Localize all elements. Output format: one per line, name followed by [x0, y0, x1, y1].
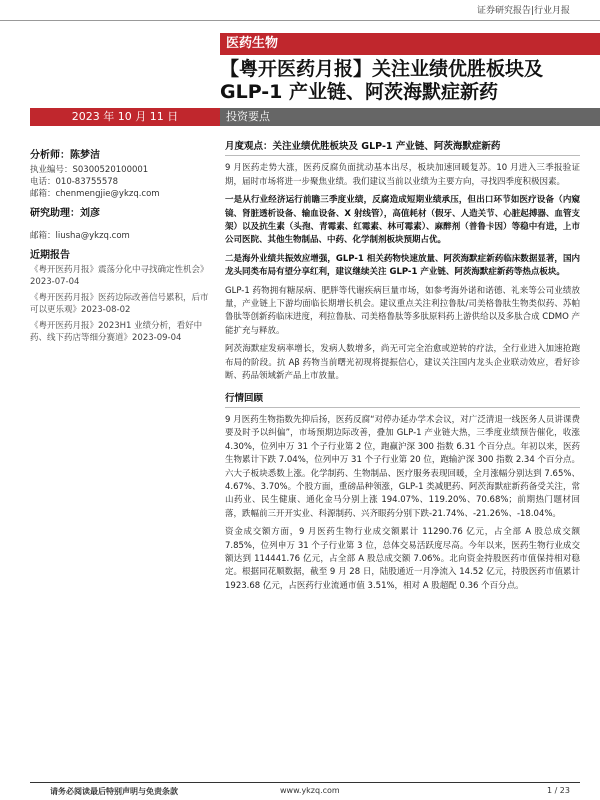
footer-disclaimer: 请务必阅读最后特别声明与免责条款 [50, 787, 178, 796]
analyst-cert: 执业编号：S0300520100001 [30, 165, 149, 175]
recent-reports-heading: 近期报告 [30, 250, 70, 261]
recent-report-item[interactable]: 《粤开医药月报》2023H1 业绩分析，看好中药、线下药店等细分赛道》2023-09-04 [30, 321, 203, 343]
paragraph: 资金成交额方面，9 月医药生物行业成交额累计 11290.76 亿元，占全部 A 股总成交额 7.85%，位列申万 31 个子行业第 3 位，总体交易活跃度尽高。今年以来，医药生物行业成交额达到 114441.76 亿元，占全部 A 股总成交额 7.06%。北向资金持股医药市值保持相对稳定。根据同花顺数据，截至 9 月 28 日，陆股通近一月净流入 14.52 亿元，持股医药市值累计 1923.68 亿元，占医药行业流通市值 3.51%，相对 A 股超配 0.36 个百分点。 [225, 527, 580, 591]
assistant-email[interactable]: 邮箱：liusha@ykzq.com [30, 231, 130, 241]
footer-rule [30, 782, 580, 783]
analyst-phone: 电话：010-83755578 [30, 177, 119, 187]
report-title: 【粤开医药月报】关注业绩优胜板块及 GLP-1 产业链、阿茨海默症新药 [220, 58, 544, 103]
paragraph: 9 月医药生物指数先抑后扬，医药反腐“对停办延办学术会议，对广泛清退一线医务人员讲课费要及时予以纠偏”，市场预期边际改善，叠加 GLP-1 产业链大热，三季度业绩预告催化，收涨 4.30%，位列申万 31 个子行业第 2 位，跑赢沪深 300 指数 6.31 个百分点。年初以来，医药生物累计下跌 7.04%，位列申万 31 个子行业第 20 位，跑输沪深 300 指数 2.34 个百分点。六大子板块悉数上涨。化学制药、生物制品、医疗服务表现回暖，全月涨幅分别达到 7.65%、4.67%、3.70%。个股方面，重磅品种领涨，GLP-1 类减肥药、阿茨海默症新药备受关注，常山药业、民生健康、通化金马分别上涨 194.07%、119.20%、70.68%；前期热门题材回落，跌幅前三开开实业、科源制药、兴齐眼药分别下跌-21.74%、-21.26%、-18.04%。 [225, 414, 580, 519]
sidebar [30, 150, 215, 348]
analyst-name: 分析师：陈梦洁 [30, 150, 100, 161]
paragraph-bold: 一是从行业经济运行前瞻三季度业绩，反腐造成短期业绩承压，但出口环节如医疗设备（内窥镜、肾脏透析设备、输血设备、X 射线管），高值耗材（假牙、人造关节、心脏起搏器、血管支架）以及抗生素（头孢、青霉素、红霉素、林可霉素）、麻醉剂（普鲁卡因）等稳中有进，上市公司医院、其他生物制品、中药、化学制剂板块预期占优。 [225, 195, 580, 246]
section-heading-monthly-view: 月度观点：关注业绩优胜板块及 GLP-1 产业链、阿茨海默症新药 [225, 140, 580, 156]
page-number: 1 / 23 [546, 786, 570, 795]
assistant-name: 研究助理：刘彦 [30, 208, 100, 219]
report-category: 证券研究报告|行业月报 [476, 6, 570, 16]
header-rule [0, 20, 600, 21]
analyst-email[interactable]: 邮箱：chenmengjie@ykzq.com [30, 189, 160, 199]
paragraph: 9 月医药走势大涨，医药反腐负面扰动基本出尽，板块加速回暖复苏。10 月进入三季报验证期，届时市场将进一步聚焦业绩。我们建议当前以业绩为主要方向，寻找四季度积极因素。 [225, 163, 580, 187]
report-date: 2023 年 10 月 11 日 [30, 108, 220, 126]
footer-website[interactable]: www.ykzq.com [280, 786, 340, 795]
main-content [225, 140, 580, 598]
paragraph: 阿茨海默症发病率增长，发病人数增多，尚无可完全治愈或逆转的疗法，全行业进入加速抢跑布局的阶段。抗 Aβ 药物当前曙光初现将提振信心，建议关注国内龙头企业联动效应，看好诊断、药品领域新产品上市放量。 [225, 344, 580, 382]
recent-report-item[interactable]: 《粤开医药月报》医药边际改善信号累积，后市可以更乐观》2023-08-02 [30, 293, 209, 315]
paragraph: GLP-1 药物拥有糖尿病、肥胖等代谢疾病巨量市场，如参考海外诺和诺德、礼来等公司业绩放量，产业链上下游均面临长期增长机会。建议重点关注利拉鲁肽/司美格鲁肽生物类似药、苏帕鲁肽等创新药临床进度，利拉鲁肽、司美格鲁肽等多肽原料药上游供给以及多肽合成 CDMO 产能扩充与释放。 [225, 285, 580, 336]
recent-report-item[interactable]: 《粤开医药月报》震荡分化中寻找确定性机会》2023-07-04 [30, 265, 209, 287]
section-heading-market-review: 行情回顾 [225, 392, 580, 408]
section-tag: 投资要点 [220, 108, 600, 126]
sector-banner: 医药生物 [220, 33, 600, 55]
paragraph-bold: 二是海外业绩共振效应增强，GLP-1 相关药物快速放量、阿茨海默症新药临床数据显著，国内龙头同类布局有望分享红利，建议继续关注 GLP-1 产业链、阿茨海默症新药等热点板块。 [225, 253, 580, 278]
